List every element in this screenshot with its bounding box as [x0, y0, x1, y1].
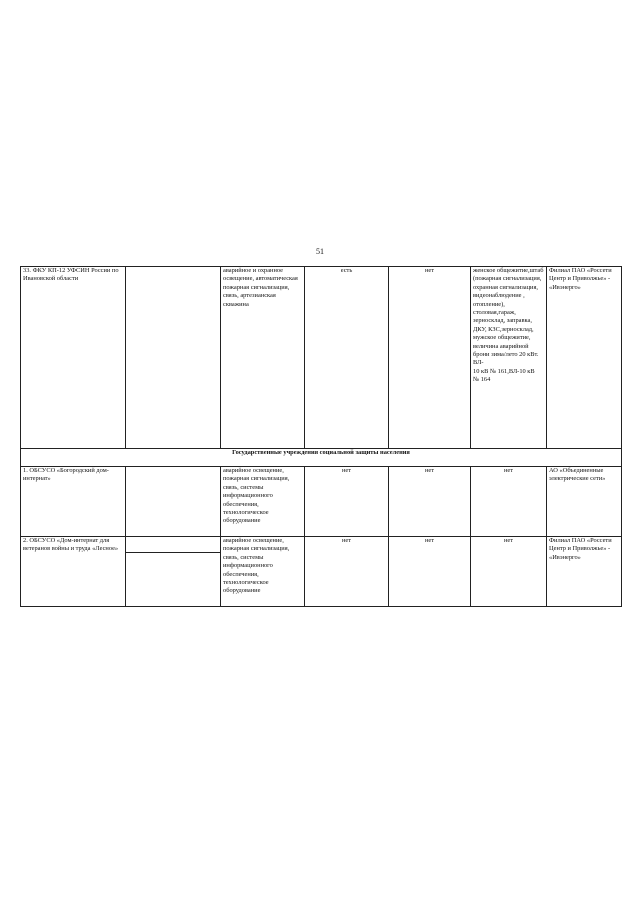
table-row [21, 467, 622, 537]
value-cell: нет [471, 537, 547, 607]
value-cell: нет [389, 467, 471, 537]
page-number: 51 [316, 247, 324, 256]
supplier-cell: Филиал ПАО «Россети Центр и Приволжье» - «Ивэнерго» [547, 537, 622, 607]
value-cell: нет [471, 467, 547, 537]
table-row [21, 267, 622, 449]
institution-name: 2. ОБСУСО «Дом-интернат для ветеранов войны и труда «Лесное» [21, 537, 126, 607]
value-cell: нет [389, 537, 471, 607]
institutions-table [20, 266, 622, 607]
table-row [21, 537, 622, 607]
details-cell: женское общежитие,штаб (пожарная сигнализация, охранная сигнализация, видеонаблюдение , отопление), столовая,гараж, зерносклад, заправка, ДКУ, КЗС,зерносклад, мужское общежитие, величина аварийной брони зима/лето 20 кВт. ВЛ- 10 кВ № 161,ВЛ-10 кВ № 164 [471, 267, 547, 449]
equipment-cell: аварийное и охранное освещение, автоматическая пожарная сигнализация, связь, артезианская скважина [221, 267, 305, 449]
section-title: Государственные учреждения социальной защиты населения [21, 449, 622, 467]
empty-cell [126, 267, 221, 449]
section-row [21, 449, 622, 467]
supplier-cell: АО «Объединенные электрические сети» [547, 467, 622, 537]
split-cell-top [126, 537, 220, 553]
value-cell: есть [305, 267, 389, 449]
value-cell: нет [305, 467, 389, 537]
supplier-cell: Филиал ПАО «Россети Центр и Приволжье» - «Ивэнерго» [547, 267, 622, 449]
value-cell: нет [305, 537, 389, 607]
institution-name: 1. ОБСУСО «Богородский дом-интернат» [21, 467, 126, 537]
empty-cell [126, 467, 221, 537]
equipment-cell: аварийное освещение, пожарная сигнализация, связь, системы информационного обеспечения, технологическое оборудование [221, 537, 305, 607]
equipment-cell: аварийное освещение, пожарная сигнализация, связь, системы информационного обеспечения, технологическое оборудование [221, 467, 305, 537]
institution-name: 33. ФКУ КП-12 УФСИН России по Ивановской области [21, 267, 126, 449]
value-cell: нет [389, 267, 471, 449]
split-cell [126, 537, 221, 607]
